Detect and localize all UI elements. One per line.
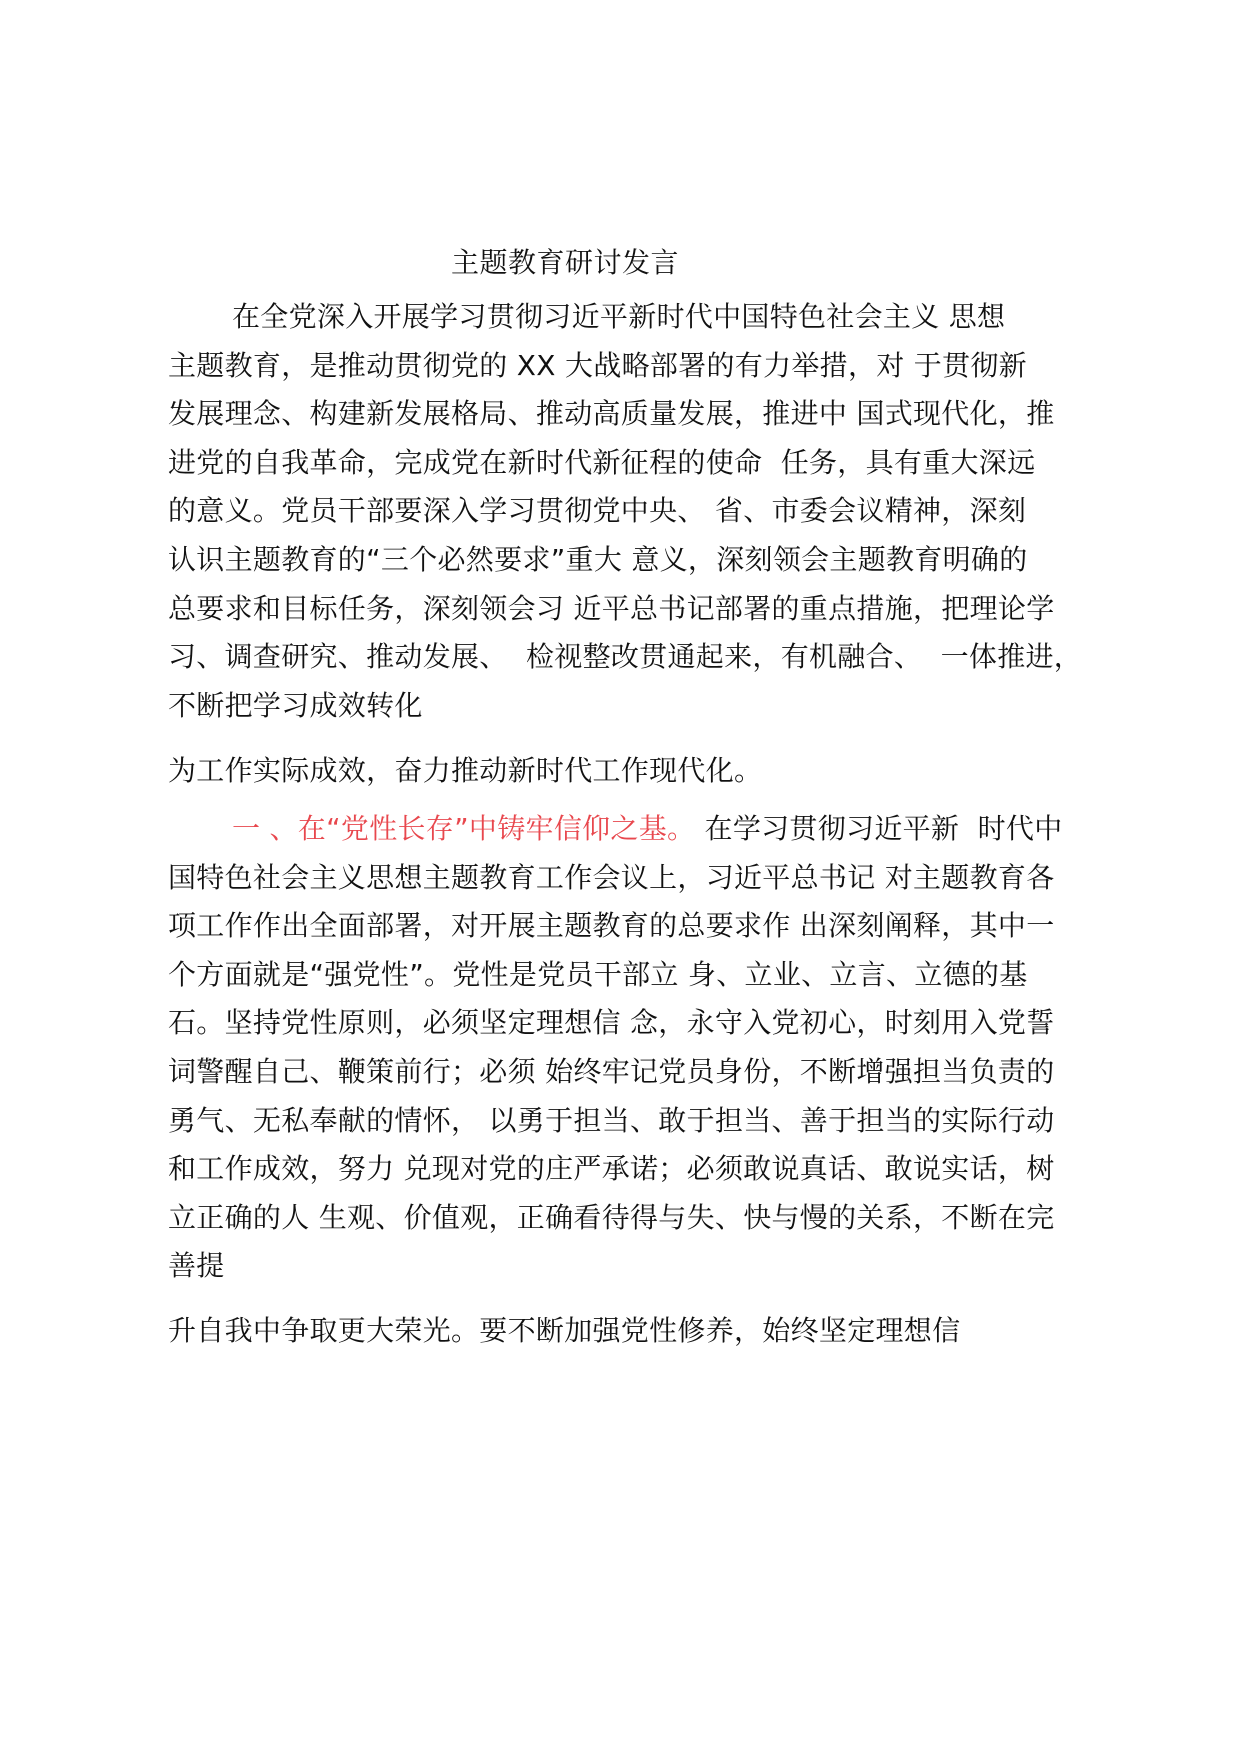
text-line: 的意义。党员干部要深入学习贯彻党中央、 省、市委会议精神，深刻 — [168, 494, 1027, 528]
text-line: 国特色社会主义思想主题教育工作会议上，习近平总书记 对主题教育各 — [168, 860, 1055, 894]
text-line: 发展理念、构建新发展格局、推动高质量发展，推进中 国式现代化，推 — [168, 397, 1055, 431]
text-line: 善提 — [168, 1249, 225, 1283]
section-one-first-line — [168, 805, 1128, 854]
text-line: 升自我中争取更大荣光。要不断加强党性修养，始终坚定理想信 — [168, 1314, 961, 1347]
text-line: 主题教育，是推动贯彻党的 XX 大战略部署的有力举措，对 于贯彻新 — [168, 348, 1027, 382]
text-line: 和工作成效，努力 兑现对党的庄严承诺；必须敢说真话、敢说实话，树 — [168, 1152, 1055, 1186]
text-line: 立正确的人 生观、价值观，正确看待得与失、快与慢的关系，不断在完 — [168, 1200, 1055, 1234]
section-one-paragraph-tail — [168, 1307, 1128, 1356]
text-line: 词警醒自己、鞭策前行；必须 始终牢记党员身份，不断增强担当负责的 — [168, 1054, 1055, 1088]
section-one-paragraph — [168, 805, 1128, 1291]
text-line: 在全党深入开展学习贯彻习近平新时代中国特色社会主义 思想 — [232, 300, 1006, 333]
text-line: 进党的自我革命，完成党在新时代新征程的使命 任务，具有重大深远 — [168, 445, 1036, 479]
text-line: 总要求和目标任务，深刻领会习 近平总书记部署的重点措施，把理论学 — [168, 591, 1055, 625]
intro-paragraph-tail — [168, 747, 1128, 796]
text-line: 勇气、无私奉献的情怀， 以勇于担当、敢于担当、善于担当的实际行动 — [168, 1103, 1055, 1137]
section-one-first-line-rest: 在学习贯彻习近平新 时代中 — [695, 812, 1063, 845]
text-line: 个方面就是“强党性”。党性是党员干部立 身、立业、立言、立德的基 — [168, 957, 1028, 991]
text-line: 不断把学习成效转化 — [168, 688, 423, 722]
text-line: 认识主题教育的“三个必然要求”重大 意义，深刻领会主题教育明确的 — [168, 542, 1028, 576]
intro-paragraph — [168, 293, 1128, 730]
section-one-heading: 一 、在“党性长存”中铸牢信仰之基。 — [232, 812, 696, 845]
text-line: 项工作作出全面部署，对开展主题教育的总要求作 出深刻阐释，其中一 — [168, 909, 1055, 943]
text-line: 为工作实际成效，奋力推动新时代工作现代化。 — [168, 754, 763, 787]
text-line: 习、调查研究、推动发展、 检视整改贯通起来，有机融合、 一体推进， — [168, 640, 1083, 674]
document-title: 主题教育研讨发言 — [450, 246, 679, 279]
text-line: 石。坚持党性原则，必须坚定理想信 念，永守入党初心，时刻用入党誓 — [168, 1006, 1055, 1040]
